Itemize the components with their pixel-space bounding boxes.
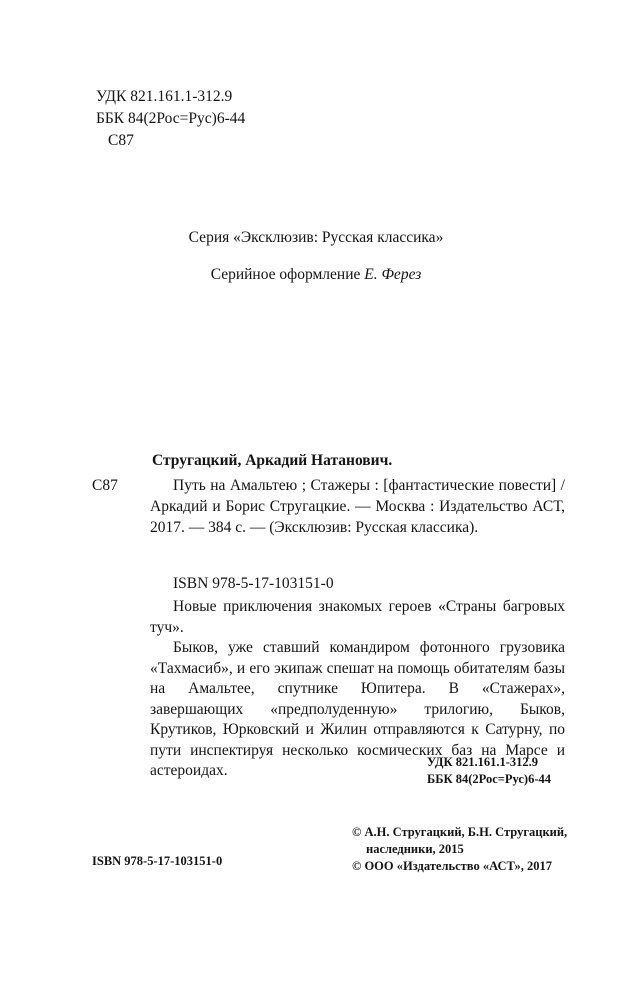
udk-code: УДК 821.161.1-312.9 <box>96 88 233 105</box>
copyright-authors-cont: наследники, 2015 <box>366 842 464 856</box>
catalog-code: С87 <box>92 477 118 494</box>
catalog-isbn: ISBN 978-5-17-103151-0 <box>173 575 334 592</box>
footer-isbn: ISBN 978-5-17-103151-0 <box>92 854 223 868</box>
copyright-authors: © А.Н. Стругацкий, Б.Н. Стругацкий, <box>352 825 568 839</box>
catalog-description: Путь на Амальтею ; Стажеры : [фантастические повести] / Аркадий и Борис Стругацкие. — Москва : Издательство АСТ, 2017. — 384 с. — (Эксклюзив: Русская классика). <box>150 477 565 536</box>
classification-block <box>96 86 245 152</box>
copyright-publisher: © ООО «Издательство «АСТ», 2017 <box>352 859 553 873</box>
catalog-author: Стругацкий, Аркадий Натанович. <box>152 452 393 469</box>
series-designer: Е. Ферез <box>364 266 422 283</box>
annotation-paragraph-1: Новые приключения знакомых героев «Страны багровых туч». <box>150 598 565 636</box>
series-design <box>0 266 632 284</box>
footer-bbk: ББК 84(2Рос=Рус)6-44 <box>427 772 551 786</box>
copyright-block <box>352 824 567 875</box>
author-mark: С87 <box>108 132 134 149</box>
annotation-paragraph-2: Быков, уже ставший командиром фотонного грузовика «Тахмасиб», и его экипаж спешат на помощь обитателям базы на Амальтее, спутнике Юпитера. В «Стажерах», завершающих «предполуденную» трилогию, Быков, Крутиков, Юрковский и Жилин отправляются к Сатурну, по пути инспектируя несколько космических баз на Марсе и астероидах. <box>150 639 565 779</box>
series-title: Серия «Эксклюзив: Русская классика» <box>188 229 444 246</box>
bbk-code: ББК 84(2Рос=Рус)6-44 <box>96 110 246 127</box>
footer-classification <box>427 754 551 788</box>
footer-udk: УДК 821.161.1-312.9 <box>427 755 538 769</box>
series-design-prefix: Серийное оформление <box>210 266 361 283</box>
